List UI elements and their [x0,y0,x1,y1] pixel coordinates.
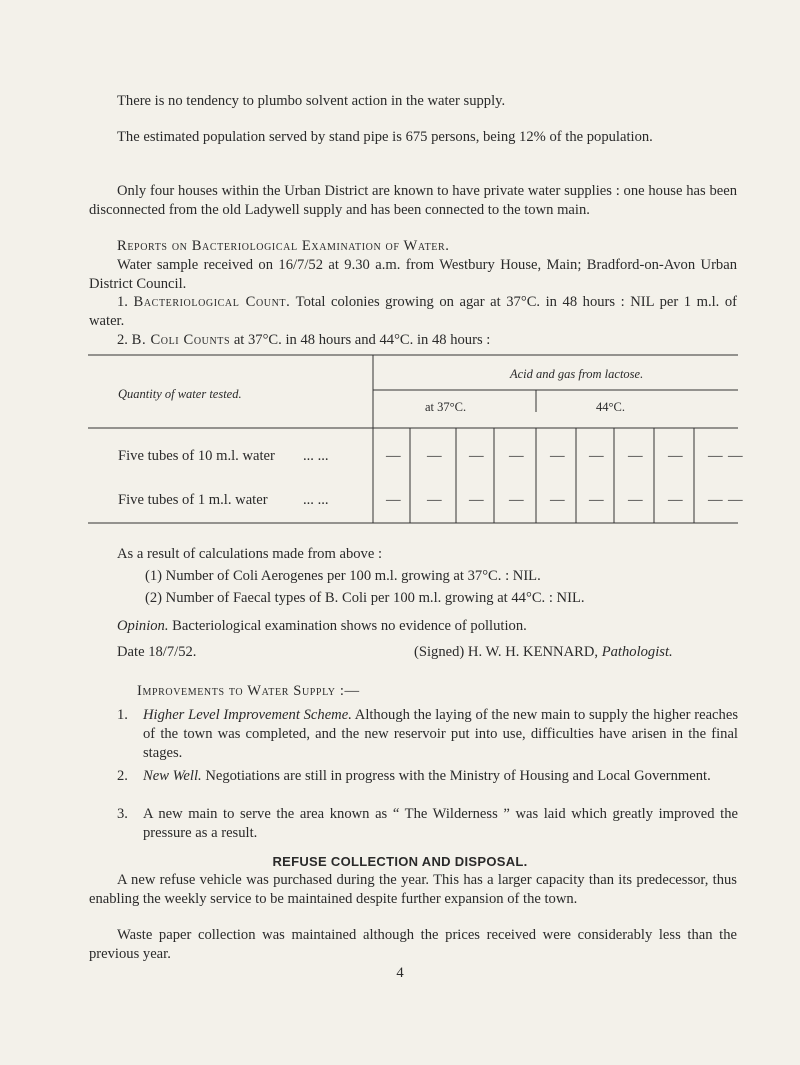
paragraph-private-supplies: Only four houses within the Urban District are known to have private water supplies : one house has been disconnected from the old Ladywell supply and has been connected to the town main. [89,183,737,218]
signed-name: (Signed) H. W. H. KENNARD, [414,644,599,660]
result-faecal-coli: (2) Number of Faecal types of B. Coli per 100 m.l. growing at 44°C. : NIL. [145,590,585,606]
row-label: Five tubes of 10 m.l. water [118,448,275,464]
paragraph-plumbo: There is no tendency to plumbo solvent action in the water supply. [117,93,506,109]
result-coli-aerogenes: (1) Number of Coli Aerogenes per 100 m.l. growing at 37°C. : NIL. [145,568,541,584]
table-cell: — [668,492,683,508]
table-cell: — [427,492,442,508]
table-cell: — [589,448,604,464]
signature-line [414,643,673,662]
row-leader-dots: ... ... [303,492,329,508]
item-title: New Well. [143,768,202,784]
paragraph-population: The estimated population served by stand pipe is 675 persons, being 12% of the population. [117,129,653,145]
table-cell: — [469,448,484,464]
table-cell: — [550,448,565,464]
opinion-text: Bacteriological examination shows no evidence of pollution. [172,618,527,634]
refuse-heading: REFUSE COLLECTION AND DISPOSAL. [272,854,528,869]
row-label: Five tubes of 1 m.l. water [118,492,268,508]
item-number: 1. [117,707,128,723]
subheader-44: 44°C. [596,400,625,414]
item-number: 3. [117,806,128,822]
table-cell: — [708,448,723,464]
row-leader-dots: ... ... [303,448,329,464]
signed-role: Pathologist. [601,644,673,660]
table-cell: — [628,492,643,508]
opinion [117,617,527,636]
table-cell: — [628,448,643,464]
item-text: Negotiations are still in progress with the Ministry of Housing and Local Government. [205,768,711,784]
refuse-paragraph-waste-paper: Waste paper collection was maintained although the prices received were considerably less than the previous year. [89,927,737,962]
refuse-paragraph-vehicle: A new refuse vehicle was purchased during the year. This has a larger capacity than its predecessor, thus enabling the weekly service to be maintained despite further expansion of the town. [89,872,737,907]
subheader-37: at 37°C. [425,400,467,414]
table-cell: — [509,448,524,464]
count2-number: 2. [117,332,128,348]
table-row [118,491,329,510]
count1-text: Total colonies growing on agar at 37°C. in 48 hours : NIL per 1 m.l. of water. [89,294,738,329]
reports-heading: Reports on Bacteriological Examination of Water. [117,238,450,254]
item-text: Although the laying of the new main to supply the higher reaches of the town was completed, and the new reservoir put into use, difficulties have arisen in the final stages. [143,707,738,761]
table-cell: — [509,492,524,508]
table-cell: — [728,448,743,464]
date-line: Date 18/7/52. [117,644,197,660]
table-cell: — [386,492,401,508]
table-cell: — [589,492,604,508]
count1-number: 1. [117,294,128,310]
list-item [117,706,738,763]
item-title: Higher Level Improvement Scheme. [143,707,352,723]
table-cell: — [386,448,401,464]
item-number: 2. [117,768,128,784]
table-row [118,447,329,466]
improvements-heading: Improvements to Water Supply :— [137,683,360,699]
count2-title: B. Coli Counts [131,332,231,348]
count2-text: at 37°C. in 48 hours and 44°C. in 48 hours : [233,332,491,348]
table-cell: — [728,492,743,508]
table-cell: — [427,448,442,464]
table-cell: — [550,492,565,508]
sample-info: Water sample received on 16/7/52 at 9.30 a.m. from Westbury House, Main; Bradford-on-Avon Urban District Council. [89,257,737,292]
count1-title: Bacteriological Count. [133,294,291,310]
col-quantity-header: Quantity of water tested. [118,387,242,401]
page-number: 4 [396,965,404,981]
list-item [117,805,738,843]
opinion-label: Opinion. [117,618,169,634]
table-cell: — [668,448,683,464]
result-intro: As a result of calculations made from above : [117,546,383,562]
table-cell: — [708,492,723,508]
col-acid-header: Acid and gas from lactose. [510,367,644,381]
item-text: A new main to serve the area known as “ The Wilderness ” was laid which greatly improved the pressure as a result. [143,806,738,841]
list-item [117,767,738,786]
table-cell: — [469,492,484,508]
